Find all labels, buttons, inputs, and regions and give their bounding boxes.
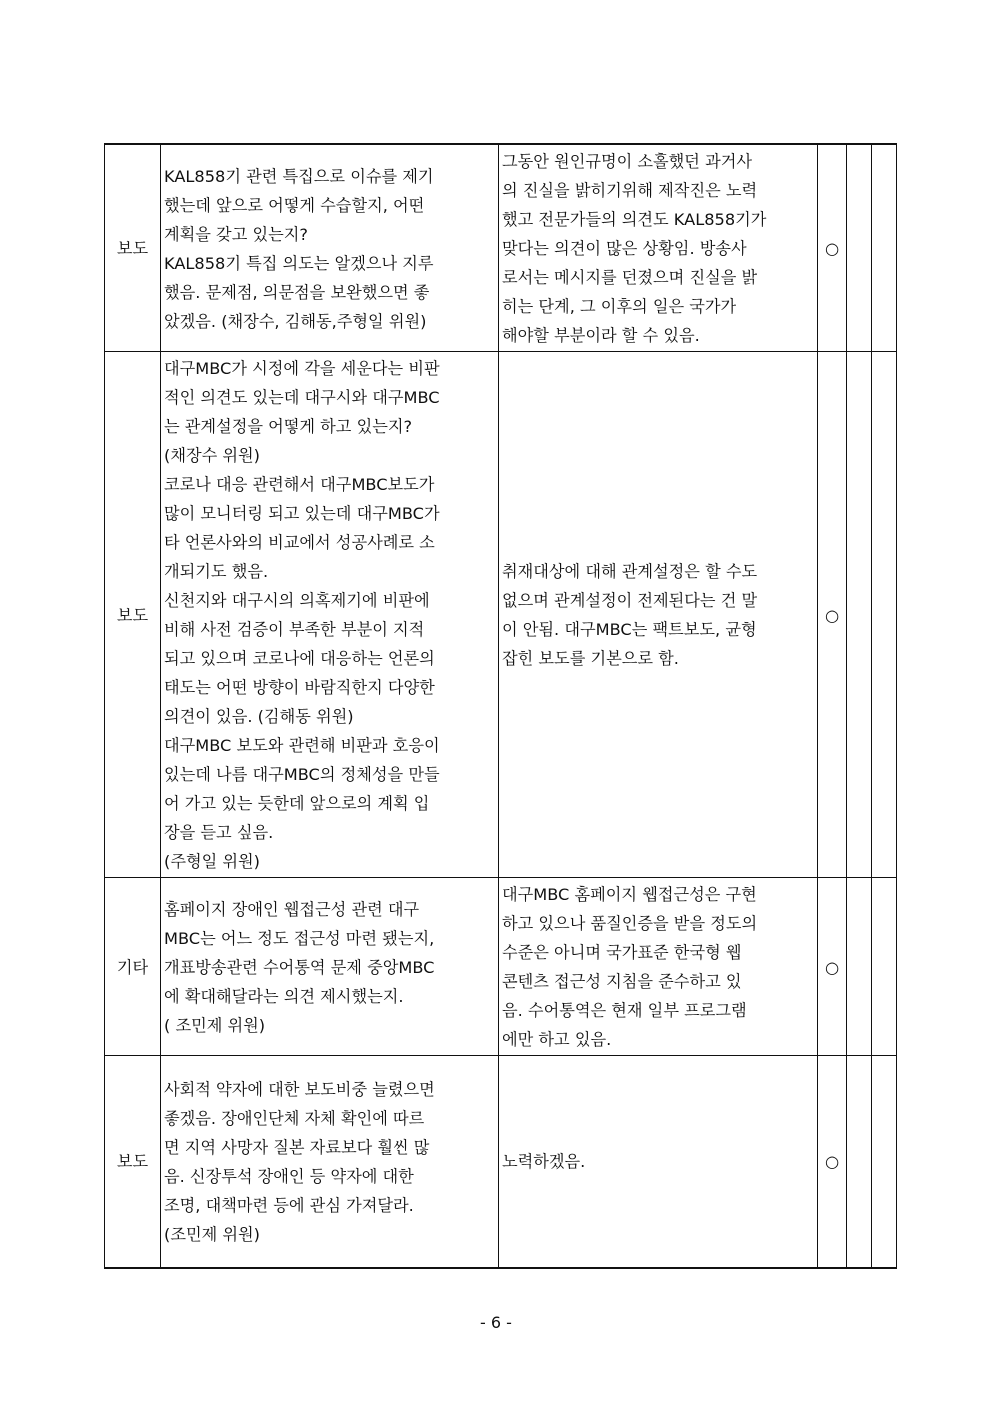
- response-line: 히는 단계, 그 이후의 일은 국가가: [502, 297, 737, 316]
- response-line: 의 진실을 밝히기위해 제작진은 노력: [502, 181, 758, 200]
- response-line: 그동안 원인규명이 소홀했던 과거사: [502, 152, 752, 171]
- opinion-line: 의견이 있음. (김해동 위원): [164, 707, 354, 726]
- empty-cell: [872, 352, 897, 878]
- response-line: 맞다는 의견이 많은 상황임. 방송사: [502, 239, 747, 258]
- empty-cell: [847, 878, 872, 1056]
- empty-cell: [872, 1056, 897, 1268]
- empty-cell: [847, 1056, 872, 1268]
- opinion-line: 면 지역 사망자 질본 자료보다 훨씬 많: [164, 1137, 430, 1157]
- opinion-line: 개되기도 했음.: [164, 562, 269, 581]
- opinion-line: 조명, 대책마련 등에 관심 가져달라.: [164, 1195, 414, 1215]
- response-line: 로서는 메시지를 던졌으며 진실을 밝: [502, 268, 758, 287]
- minutes-table: [104, 143, 897, 1269]
- empty-cell: [872, 878, 897, 1056]
- table-row: [105, 144, 897, 352]
- opinion-line: 계획을 갖고 있는지?: [164, 224, 308, 244]
- opinion-line: 신천지와 대구시의 의혹제기에 비판에: [164, 591, 430, 610]
- opinion-line: ( 조민제 위원): [164, 1015, 266, 1035]
- response-cell: [499, 878, 818, 1056]
- opinion-line: 있는데 나름 대구MBC의 정체성을 만들: [164, 765, 440, 784]
- check-mark-cell: ○: [818, 878, 847, 1056]
- opinion-cell: [161, 144, 499, 352]
- response-line: 이 안됨. 대구MBC는 팩트보도, 균형: [502, 620, 757, 639]
- opinion-line: 사회적 약자에 대한 보도비중 늘렸으면: [164, 1079, 435, 1099]
- opinion-line: 았겠음. (채장수, 김해동,주형일 위원): [164, 311, 427, 331]
- table-row: [105, 1056, 897, 1268]
- empty-cell: [847, 352, 872, 878]
- opinion-line: 에 확대해달라는 의견 제시했는지.: [164, 986, 404, 1006]
- response-cell: [499, 144, 818, 352]
- response-line: 수준은 아니며 국가표준 한국형 웹: [502, 943, 742, 962]
- empty-cell: [847, 144, 872, 352]
- response-line: 에만 하고 있음.: [502, 1030, 612, 1049]
- category-cell: 보도: [105, 352, 161, 878]
- opinion-line: 음. 신장투석 장애인 등 약자에 대한: [164, 1166, 414, 1186]
- opinion-line: KAL858기 관련 특집으로 이슈를 제기: [164, 166, 434, 186]
- opinion-line: 했음. 문제점, 의문점을 보완했으면 좋: [164, 282, 430, 302]
- opinion-line: 개표방송관련 수어통역 문제 중앙MBC: [164, 957, 435, 977]
- response-line: 잡힌 보도를 기본으로 함.: [502, 649, 679, 668]
- opinion-line: 홈페이지 장애인 웹접근성 관련 대구: [164, 899, 420, 919]
- opinion-line: 코로나 대응 관련해서 대구MBC보도가: [164, 475, 435, 494]
- opinion-line: 좋겠음. 장애인단체 자체 확인에 따르: [164, 1108, 425, 1128]
- response-line: 취재대상에 대해 관계설정은 할 수도: [502, 562, 758, 581]
- response-line: 음. 수어통역은 현재 일부 프로그램: [502, 1001, 747, 1020]
- minutes-table-body: [105, 144, 897, 1268]
- category-cell: 보도: [105, 1056, 161, 1268]
- response-line: 했고 전문가들의 의견도 KAL858기가: [502, 210, 767, 229]
- response-line: 대구MBC 홈페이지 웹접근성은 구현: [502, 885, 757, 904]
- opinion-cell: [161, 352, 499, 878]
- opinion-line: 적인 의견도 있는데 대구시와 대구MBC: [164, 388, 440, 407]
- opinion-line: 대구MBC 보도와 관련해 비판과 호응이: [164, 736, 440, 755]
- response-line: 없으며 관계설정이 전제된다는 건 말: [502, 591, 758, 610]
- opinion-line: (주형일 위원): [164, 852, 260, 871]
- opinion-line: KAL858기 특집 의도는 알겠으나 지루: [164, 253, 434, 273]
- opinion-line: 어 가고 있는 듯한데 앞으로의 계획 입: [164, 794, 430, 813]
- opinion-line: MBC는 어느 정도 접근성 마련 됐는지,: [164, 928, 435, 948]
- opinion-line: 타 언론사와의 비교에서 성공사례로 소: [164, 533, 435, 552]
- response-line: 콘텐츠 접근성 지침을 준수하고 있: [502, 972, 742, 991]
- check-mark-cell: ○: [818, 352, 847, 878]
- check-mark-cell: ○: [818, 1056, 847, 1268]
- response-line: 하고 있으나 품질인증을 받을 정도의: [502, 914, 758, 933]
- category-cell: 기타: [105, 878, 161, 1056]
- response-cell: [499, 1056, 818, 1268]
- opinion-line: 했는데 앞으로 어떻게 수습할지, 어떤: [164, 195, 425, 215]
- opinion-line: 비해 사전 검증이 부족한 부분이 지적: [164, 620, 425, 639]
- check-mark-cell: ○: [818, 144, 847, 352]
- response-line: 노력하겠음.: [502, 1152, 586, 1172]
- opinion-line: 많이 모니터링 되고 있는데 대구MBC가: [164, 504, 440, 523]
- opinion-cell: [161, 878, 499, 1056]
- response-cell: [499, 352, 818, 878]
- page-number: - 6 -: [480, 1313, 512, 1332]
- opinion-line: 되고 있으며 코로나에 대응하는 언론의: [164, 649, 435, 668]
- opinion-line: 장을 듣고 싶음.: [164, 823, 274, 842]
- table-row: [105, 878, 897, 1056]
- opinion-line: (채장수 위원): [164, 446, 260, 465]
- opinion-line: 태도는 어떤 방향이 바람직한지 다양한: [164, 678, 435, 697]
- table-row: [105, 352, 897, 878]
- opinion-cell: [161, 1056, 499, 1268]
- opinion-line: 대구MBC가 시정에 각을 세운다는 비판: [164, 359, 440, 378]
- response-line: 해야할 부분이라 할 수 있음.: [502, 326, 700, 345]
- opinion-line: (조민제 위원): [164, 1224, 260, 1244]
- empty-cell: [872, 144, 897, 352]
- opinion-line: 는 관계설정을 어떻게 하고 있는지?: [164, 417, 413, 436]
- category-cell: 보도: [105, 144, 161, 352]
